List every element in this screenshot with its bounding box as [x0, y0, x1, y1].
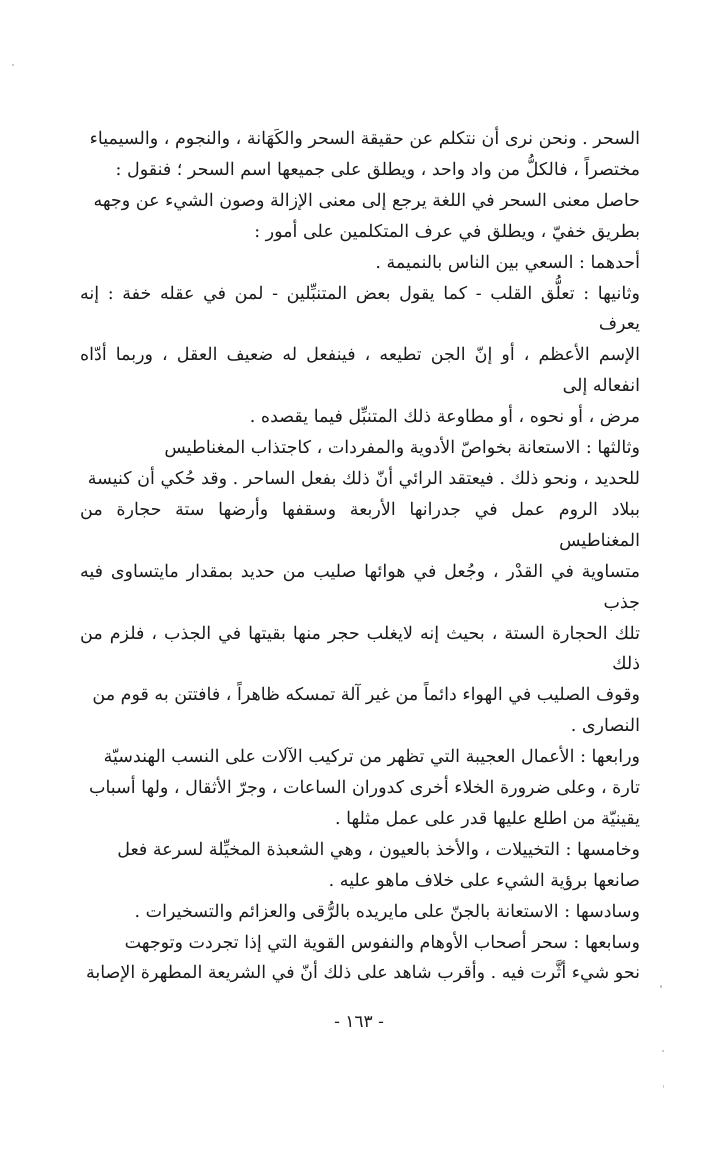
- text-line: وسادسها : الاستعانة بالجنّ على مايريده بالرُّقى والعزائم والتسخيرات .: [134, 901, 640, 922]
- text-line: تلك الحجارة الستة ، بحيث إنه لايغلب حجر منها بقيتها في الجذب ، فلزم من ذلك: [80, 623, 640, 675]
- text-line: وقوف الصليب في الهواء دائماً من غير آلة تمسكه ظاهراً ، فافتتن به قوم من: [92, 685, 640, 706]
- text-line: تارة ، وعلى ضرورة الخلاء أخرى كدوران الساعات ، وجرّ الأثقال ، ولها أسباب: [89, 778, 640, 799]
- paragraph-second: [80, 279, 640, 434]
- paragraph-fifth: [80, 835, 640, 897]
- text-line: السحر . ونحن نرى أن نتكلم عن حقيقة السحر والكَهَانة ، والنجوم ، والسيمياء: [89, 129, 640, 149]
- text-line: بطريق خفيّ ، ويطلق في عرف المتكلمين على أمور :: [254, 221, 640, 242]
- paragraph-third: [80, 433, 640, 742]
- paragraph-first: [80, 248, 640, 279]
- text-line: نحو شيء أثَّرت فيه . وأقرب شاهد على ذلك أنّ في الشريعة المطهرة الإصابة: [85, 963, 640, 984]
- text-line: متساوية في القدْر ، وجُعل في هوائها صليب من حديد بمقدار مايتساوى فيه جذب: [80, 561, 640, 613]
- paragraph-intro: [80, 124, 640, 248]
- text-line: وسابعها : سحر أصحاب الأوهام والنفوس القوية التي إذا تجردت وتوجهت: [124, 932, 640, 953]
- scan-speck: [12, 64, 14, 66]
- text-line: أحدهما : السعي بين الناس بالنميمة .: [375, 252, 640, 273]
- scan-speck: [662, 1050, 664, 1052]
- paragraph-fourth: [80, 742, 640, 835]
- text-line: النصارى .: [570, 716, 640, 737]
- text-line: ورابعها : الأعمال العجيبة التي تظهر من تركيب الآلات على النسب الهندسيّة: [103, 747, 640, 768]
- scan-speck: [663, 1085, 664, 1088]
- text-line: الإسم الأعظم ، أو إنّ الجن تطيعه ، فينفعل له ضعيف العقل ، وربما أدّاه انفعاله إلى: [80, 345, 640, 397]
- text-line: وخامسها : التخييلات ، والأخذ بالعيون ، وهي الشعبذة المخيِّلة لسرعة فعل: [117, 839, 640, 860]
- paragraph-seventh: [80, 928, 640, 990]
- scan-speck: [660, 985, 662, 988]
- text-line: ببلاد الروم عمل في جدرانها الأربعة وسقفها وأرضها ستة حجارة من المغناطيس: [80, 499, 640, 551]
- text-line: يقينيّة من اطلع عليها قدر على عمل مثلها .: [334, 808, 640, 829]
- text-line: مختصراً ، فالكلُّ من واد واحد ، ويطلق على جميعها اسم السحر ؛ فنقول :: [115, 159, 640, 180]
- text-line: حاصل معنى السحر في اللغة يرجع إلى معنى الإزالة وصون الشيء عن وجهه: [93, 190, 640, 211]
- text-line: مرض ، أو نحوه ، أو مطاوعة ذلك المتنبِّل فيما يقصده .: [249, 407, 640, 428]
- page-number: - ١٦٣ -: [334, 1012, 384, 1032]
- text-line: وثالثها : الاستعانة بخواصّ الأدوية والمفردات ، كاجتذاب المغناطيس: [164, 438, 640, 459]
- text-line: للحديد ، ونحو ذلك . فيعتقد الرائي أنّ ذلك بفعل الساحر . وقد حُكي أن كنيسة: [87, 468, 640, 489]
- text-line: صانعها برؤية الشيء على خلاف ماهو عليه .: [328, 870, 640, 891]
- text-line: وثانيها : تعلُّق القلب - كما يقول بعض المتنبِّلين - لمن في عقله خفة : إنه يعرف: [80, 283, 640, 335]
- paragraph-sixth: [80, 897, 640, 928]
- body-text: [80, 124, 640, 989]
